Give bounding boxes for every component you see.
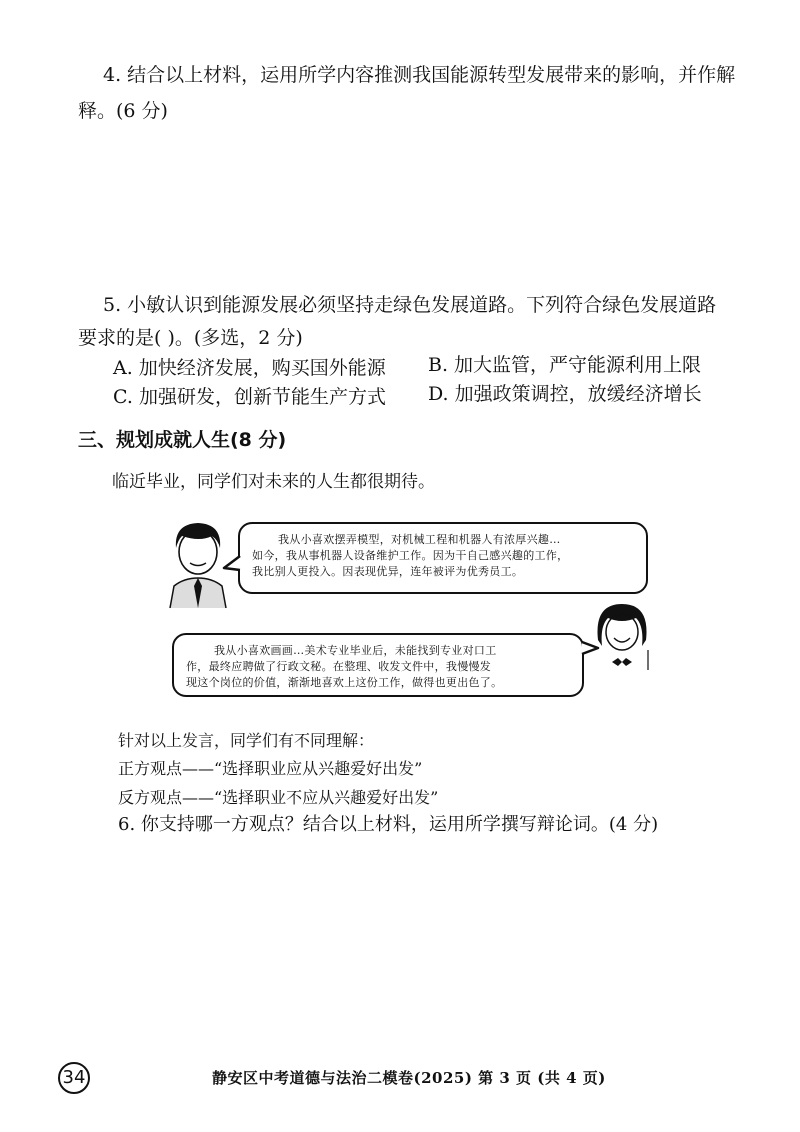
option-a: A. 加快经济发展，购买国外能源 [113,357,386,379]
bubble-2-line-2: 作，最终应聘做了行政文秘。在整理、收发文件中，我慢慢发 [186,660,492,673]
question-5-line-2: 要求的是( )。(多选，2 分) [78,327,303,349]
bubble-1-tail [222,554,242,574]
speech-bubble-1 [238,522,648,594]
section-3-intro: 临近毕业，同学们对未来的人生都很期待。 [112,472,435,492]
page-number-badge: 34 [58,1062,90,1094]
positive-viewpoint: 正方观点——“选择职业应从兴趣爱好出发” [118,759,423,778]
option-c: C. 加强研发，创新节能生产方式 [113,386,386,408]
bubble-1-line-1: 我从小喜欢摆弄模型，对机械工程和机器人有浓厚兴趣… [278,533,561,546]
bubble-2-tail [580,640,600,660]
negative-viewpoint: 反方观点——“选择职业不应从兴趣爱好出发” [118,788,439,807]
question-5-line-1: 5. 小敏认识到能源发展必须坚持走绿色发展道路。下列符合绿色发展道路 [103,294,717,316]
section-3-title: 三、规划成就人生(8 分) [78,429,287,451]
woman-figure-illustration [590,600,654,672]
question-4-line-1: 4. 结合以上材料，运用所学内容推测我国能源转型发展带来的影响，并作解 [103,64,736,86]
bubble-2-line-1: 我从小喜欢画画…美术专业毕业后，未能找到专业对口工 [214,644,497,657]
bubble-1-line-2: 如今，我从事机器人设备维护工作。因为干自己感兴趣的工作， [252,549,569,562]
question-6: 6. 你支持哪一方观点？结合以上材料，运用所学撰写辩论词。(4 分) [118,814,659,835]
debate-intro: 针对以上发言，同学们有不同理解： [118,731,375,750]
bubble-1-line-3: 我比别人更投入。因表现优异，连年被评为优秀员工。 [252,565,524,578]
question-4-line-2: 释。(6 分) [78,100,168,122]
bubble-2-line-3: 现这个岗位的价值，渐渐地喜欢上这份工作，做得也更出色了。 [186,676,503,689]
option-d: D. 加强政策调控，放缓经济增长 [428,383,702,405]
page-footer: 静安区中考道德与法治二模卷(2025) 第 3 页 (共 4 页) [212,1069,606,1087]
option-b: B. 加大监管，严守能源利用上限 [428,354,702,376]
speech-bubble-2 [172,633,584,697]
